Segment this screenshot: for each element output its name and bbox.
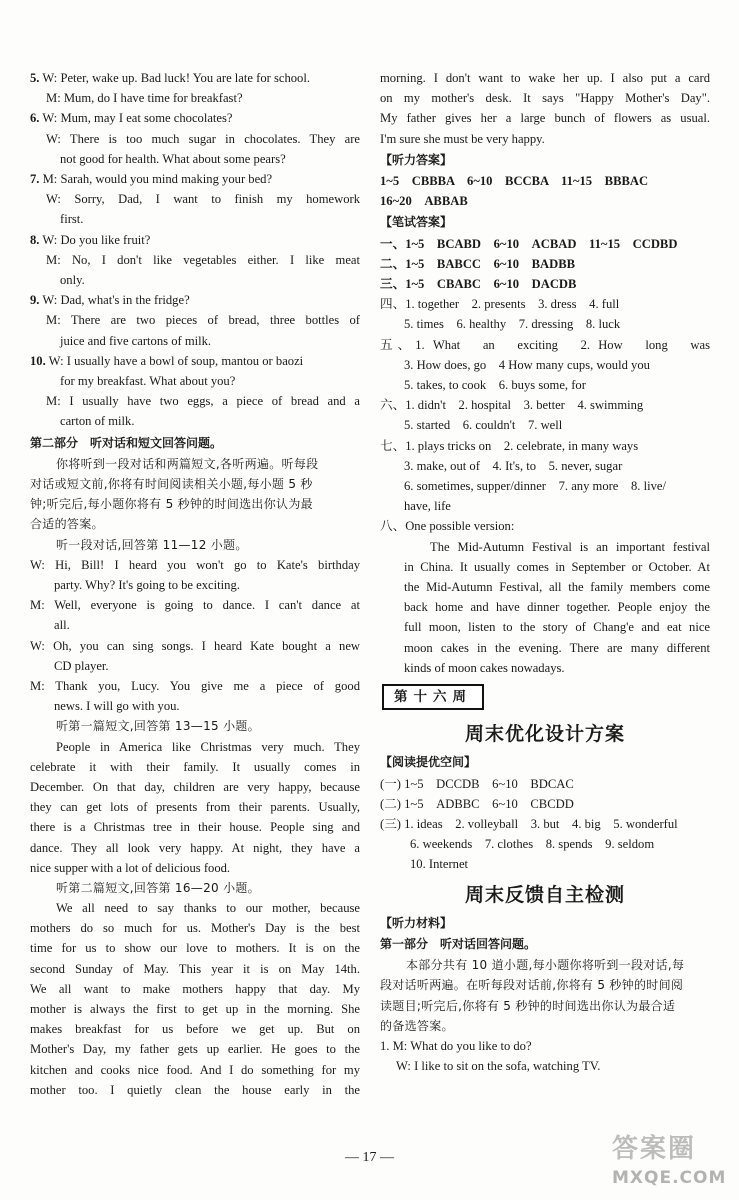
text-line [30, 676, 360, 696]
line-text: (一) 1~5 DCCDB 6~10 BDCAC [380, 776, 574, 791]
line-text: party. Why? It's going to be exciting. [54, 577, 240, 592]
line-text: 三、1~5 CBABC 6~10 DACDB [380, 276, 577, 291]
line-text: 5. takes, to cook 6. buys some, for [404, 377, 586, 392]
line-text: We all need to say thanks to our mother, because [56, 901, 360, 916]
text-line [30, 938, 360, 958]
line-text: have, life [404, 499, 451, 514]
text-line [30, 696, 360, 716]
line-text: first. [60, 212, 84, 227]
item-number: 7. [30, 172, 40, 186]
text-line [380, 934, 710, 954]
text-line [30, 474, 360, 494]
line-text: back home and have dinner together. People enjoy the [404, 600, 710, 615]
watermark-glyphs: 答案圈 [612, 1134, 697, 1164]
line-text: 八、One possible version: [380, 519, 515, 534]
text-line [380, 375, 710, 395]
line-text: (二) 1~5 ADBBC 6~10 CBCDD [380, 796, 574, 811]
line-text: for my breakfast. What about you? [60, 373, 236, 388]
line-text: M: I usually have two eggs, a piece of bread and a [46, 394, 360, 409]
line-text: 1. M: What do you like to do? [380, 1038, 532, 1053]
text-line [30, 1080, 360, 1100]
line-text: W: I like to sit on the sofa, watching TV. [396, 1059, 601, 1074]
line-text: 钟;听完后,每小题你将有 5 秒钟的时间选出你认为最 [30, 497, 313, 512]
line-text: the Mid-Autumn Festival, all the family members come [404, 579, 710, 594]
line-text: 读题目;听完后,你将有 5 秒钟的时间选出你认为最合适 [380, 998, 676, 1013]
line-text: W: I usually have a bowl of soup, mantou or baozi [45, 353, 304, 368]
line-text: 七、1. plays tricks on 2. celebrate, in many ways [380, 438, 639, 453]
text-line [30, 209, 360, 229]
text-line [380, 212, 710, 232]
line-text: time for us to show our love to mothers. It is on the [30, 941, 360, 956]
line-text: 【听力材料】 [380, 915, 453, 930]
line-text: 听第一篇短文,回答第 13—15 小题。 [56, 719, 260, 734]
line-text: 四、1. together 2. presents 3. dress 4. full [380, 297, 620, 312]
line-text: 一、1~5 BCABD 6~10 ACBAD 11~15 CCDBD [380, 236, 678, 251]
text-line [380, 314, 710, 334]
line-text: 你将听到一段对话和两篇短文,各听两遍。听每段 [56, 456, 319, 471]
text-line [380, 774, 710, 794]
line-text: mothers do so much for us. Mother's Day is the best [30, 921, 360, 936]
text-line [30, 230, 360, 250]
week-label: 第十六周 [382, 684, 484, 710]
line-text: 5. started 6. couldn't 7. well [404, 418, 563, 433]
text-line [30, 999, 360, 1019]
text-line [30, 169, 360, 189]
line-text: morning. I don't want to wake her up. I also put a card [380, 71, 710, 85]
line-text: 合适的答案。 [30, 517, 104, 532]
text-line [30, 310, 360, 330]
line-text: W: Oh, you can sing songs. I heard Kate bought a new [30, 638, 360, 653]
line-text: Mother's Day, my father gets up earlier. He goes to the [30, 1042, 360, 1057]
text-line [30, 636, 360, 656]
line-text: makes breakfast for us before we get up. But on [30, 1022, 360, 1037]
text-line [380, 274, 710, 294]
line-text: all. [54, 618, 70, 633]
text-line [30, 88, 360, 108]
item-number: 10. [30, 353, 46, 368]
line-text: 段对话听两遍。在听每段对话前,你将有 5 秒钟的时间阅 [380, 978, 684, 993]
text-line [30, 959, 360, 979]
text-line [30, 858, 360, 878]
line-text: dance. They all look very happy. At night, they have a [30, 840, 360, 855]
text-line [380, 254, 710, 274]
line-text: 10. Internet [410, 857, 469, 872]
text-line [380, 597, 710, 617]
line-text: 本部分共有 10 道小题,每小题你将听到一段对话,每 [406, 958, 685, 973]
text-line [30, 129, 360, 149]
text-line [30, 595, 360, 615]
text-line [30, 250, 360, 270]
line-text: moon cakes in the evening. There are many different [404, 640, 710, 655]
text-line [30, 391, 360, 411]
text-line [30, 918, 360, 938]
line-text: 听一段对话,回答第 11—12 小题。 [56, 537, 248, 552]
text-line [30, 411, 360, 431]
text-line [380, 496, 710, 516]
text-line [30, 68, 360, 88]
line-text: December. On that day, children are very happy, because [30, 779, 360, 794]
text-line [380, 557, 710, 577]
text-line [30, 1060, 360, 1080]
text-line [380, 335, 710, 355]
text-line [30, 351, 360, 371]
line-text: W: Hi, Bill! I heard you won't go to Kate's birthday [30, 557, 360, 572]
line-text: I'm sure she must be very happy. [380, 131, 545, 146]
text-line [30, 555, 360, 575]
line-text: M: Mum, do I have time for breakfast? [46, 91, 243, 106]
text-line [380, 913, 710, 933]
text-line [380, 577, 710, 597]
line-text: 6. weekends 7. clothes 8. spends 9. seldom [410, 837, 655, 852]
watermark-text: MXQE.COM [612, 1168, 727, 1188]
text-line [380, 1016, 710, 1036]
line-text: 六、1. didn't 2. hospital 3. better 4. swimming [380, 398, 644, 413]
line-text: nice supper with a lot of delicious food. [30, 860, 231, 875]
text-line [30, 979, 360, 999]
text-line [30, 817, 360, 837]
line-text: on my mother's desk. It says "Happy Mother's Day". [380, 91, 710, 106]
line-text: only. [60, 272, 85, 287]
line-text: My father gives her a large bunch of flowers as usual. [380, 111, 710, 126]
line-text: We all want to make mothers happy that day. My [30, 981, 360, 996]
line-text: 听第二篇短文,回答第 16—20 小题。 [56, 880, 260, 895]
line-text: there is a Christmas tree in their house. People sing and [30, 820, 360, 835]
item-number: 8. [30, 232, 40, 247]
text-line [30, 371, 360, 391]
text-line [380, 436, 710, 456]
line-text: they can get lots of presents from their parents. Usually, [30, 800, 360, 815]
line-text: mother is always the first to get up in the morning. She [30, 1002, 360, 1017]
line-text: (三) 1. ideas 2. volleyball 3. but 4. big 5. wonderful [380, 816, 678, 831]
line-text: 的备选答案。 [380, 1018, 454, 1033]
text-line [380, 171, 710, 191]
text-line [380, 537, 710, 557]
line-text: W: Mum, may I eat some chocolates? [39, 111, 233, 126]
line-text: 16~20 ABBAB [380, 194, 468, 209]
text-line [30, 797, 360, 817]
text-line [380, 516, 710, 536]
line-text: kinds of moon cakes nowadays. [404, 660, 565, 675]
right-mid-section [380, 752, 710, 874]
line-text: full moon, listen to the story of Chang'e and eat nice [404, 620, 710, 635]
text-line [380, 638, 710, 658]
line-text: carton of milk. [60, 414, 135, 429]
text-line [30, 454, 360, 474]
line-text: juice and five cartons of milk. [60, 333, 212, 348]
line-text: M: There are two pieces of bread, three bottles of [46, 313, 360, 328]
item-number: 5. [30, 71, 40, 85]
line-text: 第一部分 听对话回答问题。 [380, 936, 537, 951]
line-text: mother too. I quietly clean the house early in the [30, 1082, 360, 1097]
text-line [380, 476, 710, 496]
line-text: 1~5 CBBBA 6~10 BCCBA 11~15 BBBAC [380, 173, 649, 188]
item-number: 9. [30, 293, 40, 308]
line-text: 五、1. What an exciting 2. How long was [380, 337, 710, 352]
line-text: 3. make, out of 4. It's, to 5. never, sugar [404, 458, 623, 473]
line-text: kitchen and cooks nice food. And I do something for my [30, 1062, 360, 1077]
text-line [380, 234, 710, 254]
text-line [30, 270, 360, 290]
line-text: M: Well, everyone is going to dance. I can't dance at [30, 598, 360, 613]
page-number: — 17 — [345, 1150, 394, 1165]
line-text: CD player. [54, 658, 109, 673]
text-line [380, 854, 710, 874]
line-text: W: Peter, wake up. Bad luck! You are late for school. [39, 71, 310, 85]
text-line [380, 752, 710, 772]
line-text: 【笔试答案】 [380, 215, 453, 230]
text-line [380, 191, 710, 211]
line-text: 【阅读提优空间】 [380, 755, 477, 770]
text-line [380, 88, 710, 108]
text-line [380, 294, 710, 314]
text-line [30, 777, 360, 797]
text-line [380, 834, 710, 854]
section-title-optimization: 周末优化设计方案 [464, 723, 625, 746]
text-line [30, 737, 360, 757]
left-column [30, 68, 360, 1100]
text-line [30, 1019, 360, 1039]
text-line [30, 656, 360, 676]
text-line [30, 290, 360, 310]
line-text: 对话或短文前,你将有时间阅读相关小题,每小题 5 秒 [30, 476, 313, 491]
watermark-logo [612, 1128, 732, 1194]
line-text: W: Sorry, Dad, I want to finish my homework [46, 192, 360, 207]
text-line [30, 1039, 360, 1059]
text-line [380, 794, 710, 814]
text-line [30, 108, 360, 128]
text-line [380, 129, 710, 149]
item-number: 6. [30, 111, 40, 126]
text-line [380, 996, 710, 1016]
text-line [30, 716, 360, 736]
text-line [380, 395, 710, 415]
text-line [30, 514, 360, 534]
line-text: 二、1~5 BABCC 6~10 BADBB [380, 256, 576, 271]
text-line [30, 838, 360, 858]
text-line [30, 575, 360, 595]
right-bottom-section [380, 913, 710, 1077]
text-line [380, 1036, 710, 1056]
line-text: M: Thank you, Lucy. You give me a piece of good [30, 678, 360, 693]
text-line [380, 355, 710, 375]
text-line [30, 331, 360, 351]
line-text: 【听力答案】 [380, 152, 453, 167]
line-text: M: No, I don't like vegetables either. I like meat [46, 252, 360, 267]
line-text: W: Do you like fruit? [39, 232, 151, 247]
line-text: not good for health. What about some pears? [60, 151, 286, 166]
text-line [30, 898, 360, 918]
text-line [380, 108, 710, 128]
line-text: W: Dad, what's in the fridge? [39, 293, 190, 308]
line-text: 3. How does, go 4 How many cups, would you [404, 357, 650, 372]
text-line [380, 975, 710, 995]
text-line [380, 658, 710, 678]
text-line [380, 1056, 710, 1076]
text-line [380, 415, 710, 435]
text-line [380, 150, 710, 170]
line-text: second Sunday of May. This year it is on May 14th. [30, 961, 360, 976]
line-text: W: There is too much sugar in chocolates. They are [46, 131, 360, 146]
line-text: celebrate it with their family. It usually comes in [30, 759, 360, 774]
line-text: in China. It usually comes in September or October. At [404, 559, 710, 574]
text-line [30, 757, 360, 777]
line-text: People in America like Christmas very much. They [56, 739, 360, 754]
line-text: news. I will go with you. [54, 699, 180, 714]
text-line [380, 456, 710, 476]
line-text: 5. times 6. healthy 7. dressing 8. luck [404, 317, 621, 332]
right-column [380, 68, 710, 1076]
line-text: The Mid-Autumn Festival is an important festival [430, 539, 710, 554]
section-title-feedback: 周末反馈自主检测 [464, 883, 625, 906]
text-line [30, 433, 360, 453]
line-text: 第二部分 听对话和短文回答问题。 [30, 435, 223, 450]
text-line [30, 615, 360, 635]
right-top-section [380, 68, 710, 678]
text-line [380, 68, 710, 88]
text-line [380, 955, 710, 975]
line-text: 6. sometimes, supper/dinner 7. any more 8. live/ [404, 479, 666, 493]
text-line [30, 149, 360, 169]
text-line [30, 189, 360, 209]
text-line [380, 617, 710, 637]
text-line [30, 494, 360, 514]
line-text: M: Sarah, would you mind making your bed? [39, 172, 273, 186]
text-line [30, 535, 360, 555]
text-line [380, 814, 710, 834]
text-line [30, 878, 360, 898]
